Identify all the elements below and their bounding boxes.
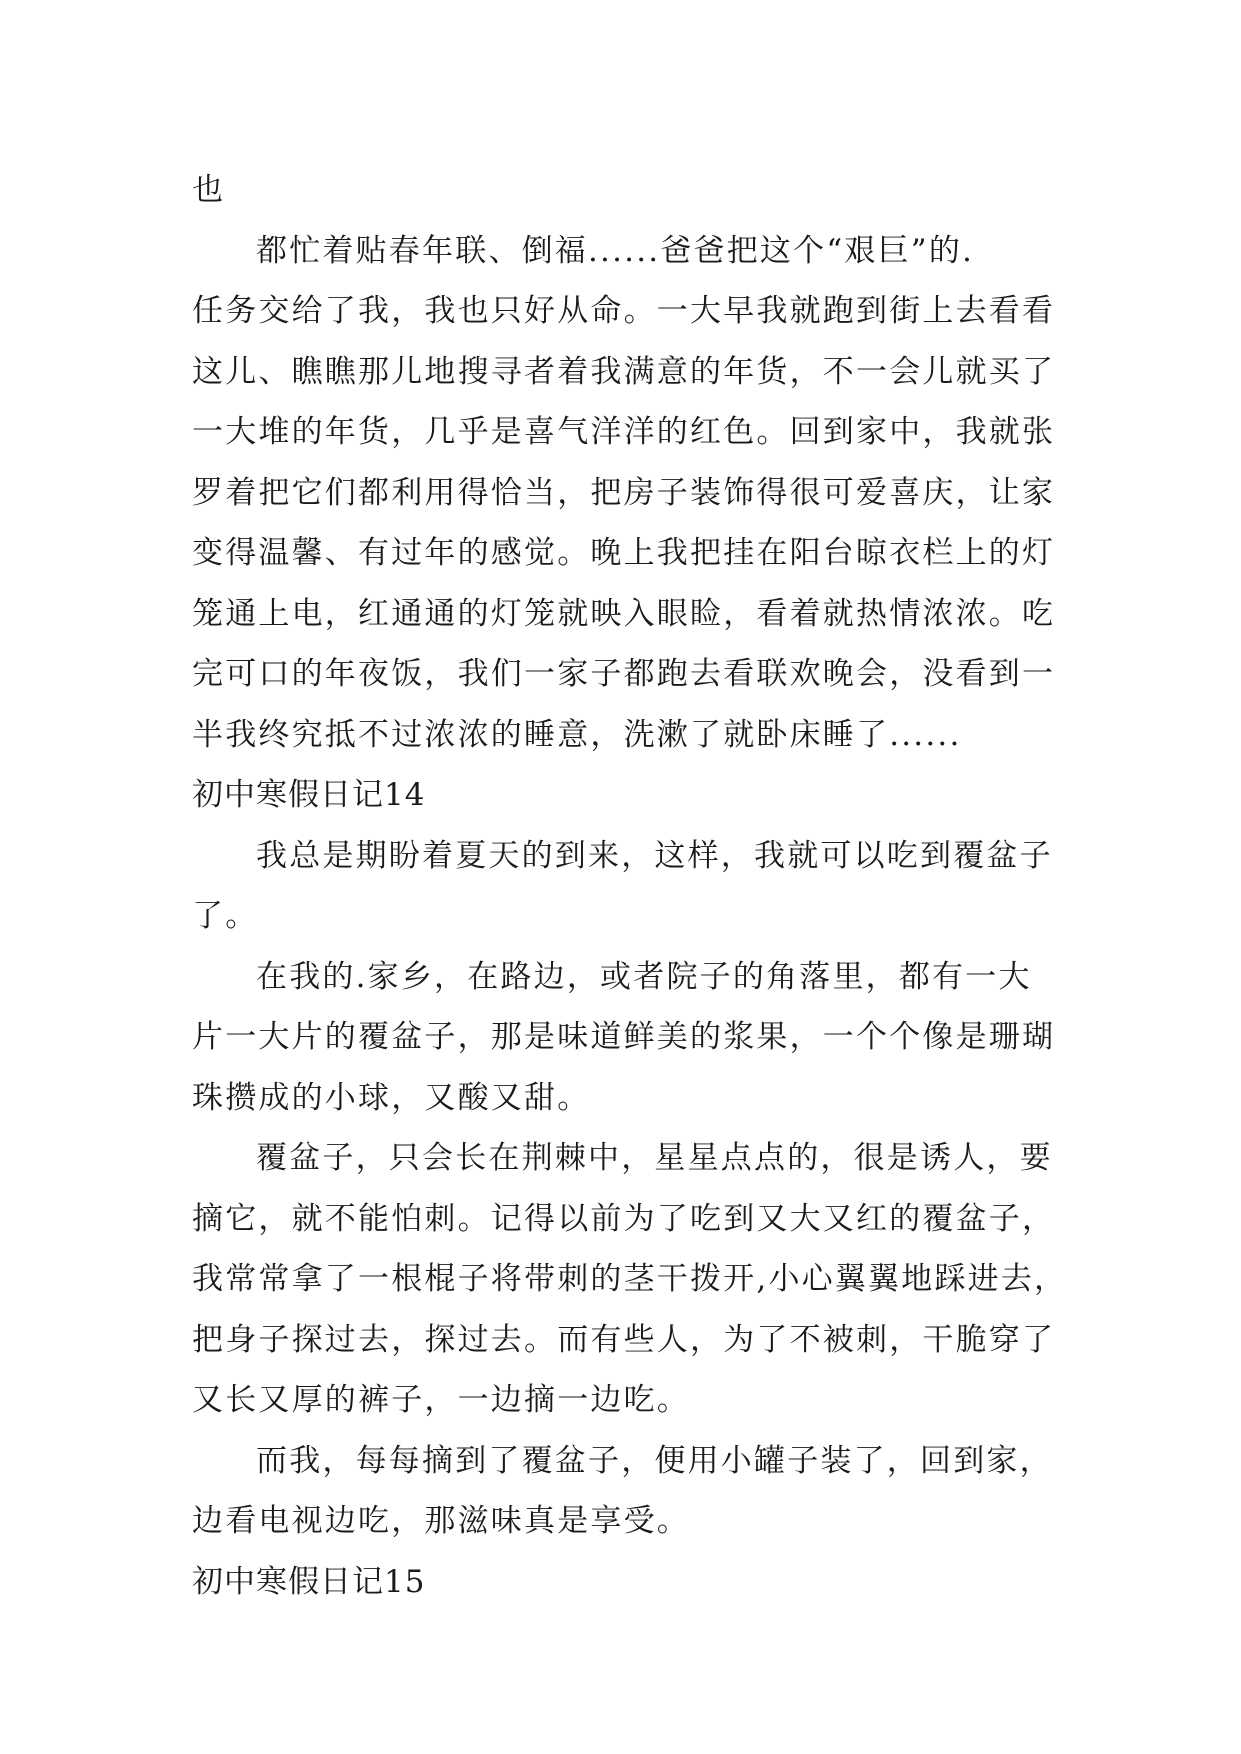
paragraph-line: 完可口的年夜饭，我们一家子都跑去看联欢晚会，没看到一 <box>192 656 1056 692</box>
entry-14-paragraph-4 <box>192 1431 1052 1552</box>
paragraph-line: 又长又厚的裤子，一边摘一边吃。 <box>192 1382 690 1418</box>
paragraph-line: 罗着把它们都利用得恰当，把房子装饰得很可爱喜庆，让家 <box>192 474 1056 511</box>
paragraph-line: 我常常拿了一根棍子将带刺的茎干拨开,小心翼翼地踩进去， <box>192 1261 1068 1297</box>
entry-14-paragraph-2 <box>192 947 1056 1129</box>
paragraph-line: 了。 <box>192 898 259 934</box>
paragraph-line: 而我，每每摘到了覆盆子，便用小罐子装了，回到家， <box>256 1442 1053 1479</box>
paragraph-line: 笼通上电，红通通的灯笼就映入眼睑，看着就热情浓浓。吃 <box>192 595 1056 632</box>
paragraph-line: 变得温馨、有过年的感觉。晚上我把挂在阳台晾衣栏上的灯 <box>192 535 1056 571</box>
paragraph-line: 我总是期盼着夏天的到来，这样，我就可以吃到覆盆子 <box>256 837 1053 874</box>
paragraph-line: 都忙着贴春年联、倒福......爸爸把这个“艰巨”的. <box>256 232 975 269</box>
entry-13-paragraph <box>192 221 1056 766</box>
paragraph-line: 一大堆的年货，几乎是喜气洋洋的红色。回到家中，我就张 <box>192 414 1056 450</box>
entry-14-paragraph-1 <box>192 826 1052 947</box>
paragraph-line: 摘它，就不能怕刺。记得以前为了吃到又大又红的覆盆子， <box>192 1200 1056 1237</box>
paragraph-line: 片一大片的覆盆子，那是味道鲜美的浆果，一个个像是珊瑚 <box>192 1019 1056 1055</box>
paragraph-line: 在我的.家乡，在路边，或者院子的角落里，都有一大 <box>256 958 1032 995</box>
entry-heading-14: 初中寒假日记14 <box>192 777 426 813</box>
paragraph-line: 这儿、瞧瞧那儿地搜寻者着我满意的年货，不一会儿就买了 <box>192 353 1056 390</box>
paragraph-line: 任务交给了我，我也只好从命。一大早我就跑到街上去看看 <box>192 293 1056 329</box>
paragraph-fragment: 也 <box>192 172 226 208</box>
paragraph-line: 半我终究抵不过浓浓的睡意，洗漱了就卧床睡了...... <box>192 716 962 753</box>
paragraph-line: 覆盆子，只会长在荆棘中，星星点点的，很是诱人，要 <box>256 1140 1053 1176</box>
paragraph-line: 把身子探过去，探过去。而有些人，为了不被刺，干脆穿了 <box>192 1321 1056 1358</box>
paragraph-line: 珠攒成的小球，又酸又甜。 <box>192 1079 591 1116</box>
paragraph-line: 边看电视边吃，那滋味真是享受。 <box>192 1503 690 1539</box>
entry-14-paragraph-3 <box>192 1128 1068 1431</box>
entry-heading-15: 初中寒假日记15 <box>192 1563 426 1600</box>
document-page <box>192 160 1068 1612</box>
